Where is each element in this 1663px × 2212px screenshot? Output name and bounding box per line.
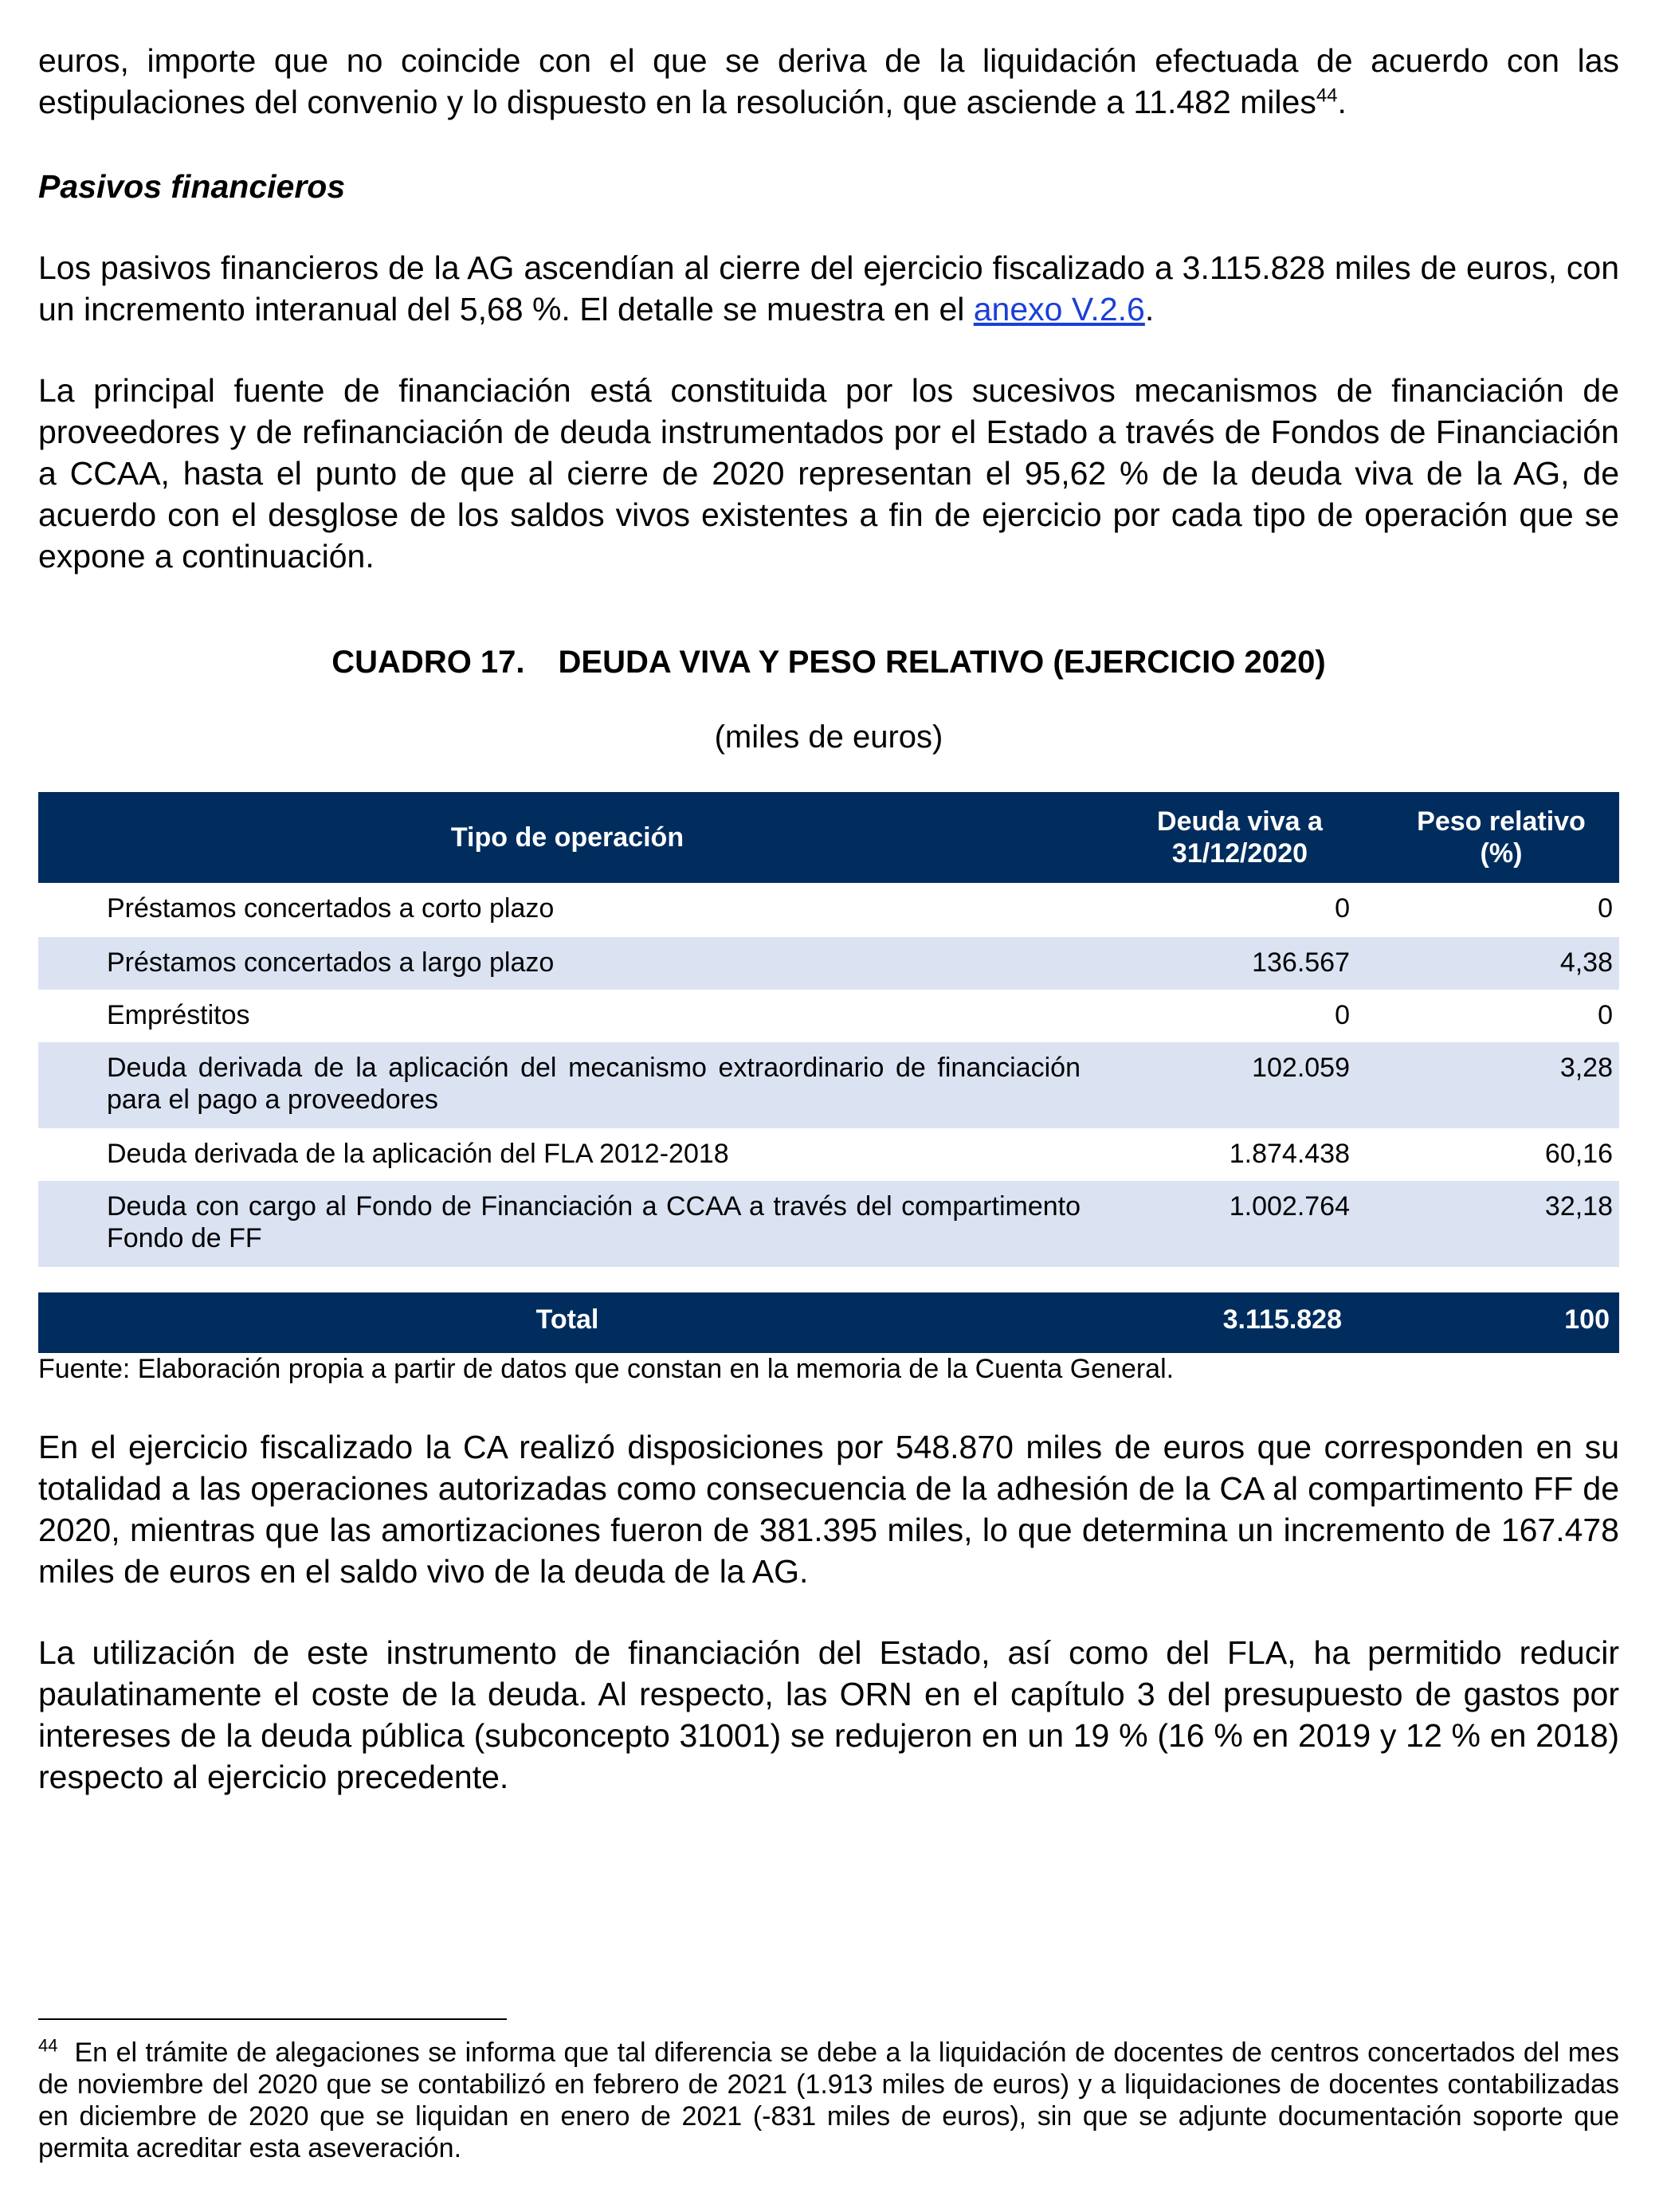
total-weight: 100 — [1383, 1292, 1619, 1353]
header-outstanding-debt-line1: Deuda viva a — [1157, 806, 1323, 837]
annex-link[interactable]: anexo V.2.6 — [973, 291, 1145, 327]
row-label: Deuda con cargo al Fondo de Financiación a CCAA a través del compartimento Fondo de FF — [38, 1181, 1096, 1267]
table-row — [38, 883, 1619, 937]
paragraph-1-end: . — [1144, 291, 1155, 327]
row-label: Deuda derivada de la aplicación del mecanismo extraordinario de financiación para el pago a proveedores — [38, 1042, 1096, 1128]
row-label: Préstamos concertados a largo plazo — [38, 937, 1096, 990]
footnote-reference[interactable]: 44 — [1316, 84, 1338, 107]
intro-paragraph — [38, 40, 1619, 123]
paragraph-disposals: En el ejercicio fiscalizado la CA realizó disposiciones por 548.870 miles de euros que corresponden en su totalidad a las operaciones autorizadas como consecuencia de la adhesión de la CA al compartimento FF de 2020, mientras que las amortizaciones fueron de 381.395 miles, lo que determina un incremento de 167.478 miles de euros en el saldo vivo de la deuda de la AG. — [38, 1429, 1619, 1590]
row-weight: 4,38 — [1383, 937, 1619, 990]
header-outstanding-debt — [1096, 792, 1383, 883]
table-units: (miles de euros) — [714, 720, 943, 755]
table-source: Fuente: Elaboración propia a partir de datos que constan en la memoria de la Cuenta General. — [38, 1354, 1175, 1384]
row-label: Préstamos concertados a corto plazo — [107, 893, 555, 924]
footnote-separator — [38, 2018, 507, 2020]
row-weight: 32,18 — [1383, 1181, 1619, 1267]
header-relative-weight — [1383, 792, 1619, 883]
row-weight: 0 — [1598, 1000, 1613, 1030]
table-caption-label: CUADRO 17. — [331, 645, 525, 680]
table-total-row — [38, 1292, 1619, 1353]
table-row — [38, 937, 1619, 990]
row-debt: 0 — [1335, 1000, 1350, 1030]
intro-end: . — [1337, 84, 1347, 120]
paragraph-cost-reduction: La utilización de este instrumento de financiación del Estado, así como del FLA, ha permitido reducir paulatinamente el coste de la deuda. Al respecto, las ORN en el capítulo 3 del presupuesto de gastos por intereses de la deuda pública (subconcepto 31001) se redujeron en un 19 % (16 % en 2019 y 12 % en 2018) respecto al ejercicio precedente. — [38, 1634, 1619, 1795]
row-debt: 1.002.764 — [1096, 1181, 1383, 1267]
row-weight: 60,16 — [1544, 1139, 1613, 1169]
intro-text: euros, importe que no coincide con el que se deriva de la liquidación efectuada de acuerdo con las estipulaciones del convenio y lo dispuesto en la resolución, que asciende a 11.482 miles — [38, 42, 1619, 120]
row-debt: 1.874.438 — [1229, 1139, 1350, 1169]
row-label: Empréstitos — [107, 1000, 250, 1030]
table-row — [38, 990, 1619, 1042]
row-debt: 102.059 — [1096, 1042, 1383, 1128]
header-operation-type: Tipo de operación — [38, 792, 1096, 883]
row-label: Deuda derivada de la aplicación del FLA 2012-2018 — [107, 1139, 729, 1169]
footnote-number: 44 — [38, 2035, 58, 2056]
footnote — [38, 2037, 1619, 2164]
section-heading: Pasivos financieros — [38, 168, 346, 205]
paragraph-financial-liabilities — [38, 247, 1619, 330]
table-header-row — [38, 792, 1619, 883]
table-row — [38, 1181, 1619, 1267]
footnote-text: En el trámite de alegaciones se informa que tal diferencia se debe a la liquidación de docentes de centros concertados del mes de noviembre del 2020 que se contabilizó en febrero de 2021 (1.913 miles de euros) y a liquidaciones de docentes contabilizadas en diciembre de 2020 que se liquidan en enero de 2021 (-831 miles de euros), sin que se adjunte documentación soporte que permita acreditar esta aseveración. — [38, 2037, 1619, 2163]
paragraph-funding-source: La principal fuente de financiación está constituida por los sucesivos mecanismos de financiación de proveedores y de refinanciación de deuda instrumentados por el Estado a través de Fondos de Financiación a CCAA, hasta el punto de que al cierre de 2020 representan el 95,62 % de la deuda viva de la AG, de acuerdo con el desglose de los saldos vivos existentes a fin de ejercicio por cada tipo de operación que se expone a continuación. — [38, 372, 1619, 575]
header-relative-weight-line1: Peso relativo — [1417, 806, 1586, 837]
row-debt: 136.567 — [1096, 937, 1383, 990]
header-relative-weight-line2: (%) — [1480, 838, 1523, 869]
document-page — [38, 40, 1619, 1798]
table-caption-title: DEUDA VIVA Y PESO RELATIVO (EJERCICIO 2020) — [558, 645, 1326, 680]
table-caption — [38, 642, 1619, 682]
paragraph-1-text: Los pasivos financieros de la AG ascendían al cierre del ejercicio fiscalizado a 3.115.828 miles de euros, con un incremento interanual del 5,68 %. El detalle se muestra en el — [38, 249, 1619, 327]
row-weight: 3,28 — [1383, 1042, 1619, 1128]
debt-table — [38, 792, 1619, 1353]
table-spacer — [38, 1267, 1619, 1292]
row-weight: 0 — [1598, 893, 1613, 924]
table-row — [38, 1042, 1619, 1128]
header-outstanding-debt-line2: 31/12/2020 — [1171, 838, 1308, 869]
total-label: Total — [38, 1292, 1096, 1353]
row-debt: 0 — [1335, 893, 1350, 924]
table-row — [38, 1128, 1619, 1181]
total-debt: 3.115.828 — [1096, 1292, 1383, 1353]
